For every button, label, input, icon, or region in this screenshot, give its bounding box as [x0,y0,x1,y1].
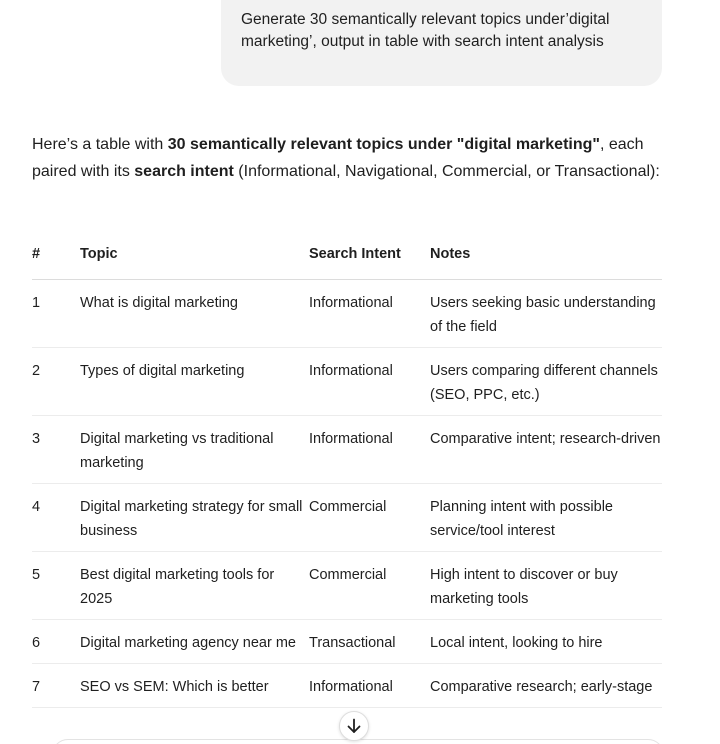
cell-intent: Transactional [309,620,430,664]
cell-notes: Local intent, looking to hire [430,620,662,664]
cell-notes: Users seeking basic understanding of the field [430,280,662,348]
cell-intent: Informational [309,280,430,348]
arrow-down-icon [347,718,361,734]
header-topic: Topic [80,240,309,280]
table-row [32,620,662,664]
header-num: # [32,240,80,280]
cell-intent: Informational [309,348,430,416]
intro-text-3: (Informational, Navigational, Commercial, or Transactional): [233,163,660,180]
cell-intent: Commercial [309,484,430,552]
user-message-text: Generate 30 semantically relevant topics under’digital marketing’, output in table with search intent analysis [241,11,610,50]
intro-text-1: Here’s a table with [32,136,168,153]
table-header-row [32,240,662,280]
cell-num: 1 [32,280,80,348]
cell-topic: Types of digital marketing [80,348,309,416]
cell-topic: SEO vs SEM: Which is better [80,664,309,708]
cell-notes: Comparative research; early-stage [430,664,662,708]
intro-bold-2: search intent [134,163,234,180]
intro-bold-1: 30 semantically relevant topics under "digital marketing" [167,136,600,153]
cell-notes: Planning intent with possible service/tool interest [430,484,662,552]
cell-notes: Users comparing different channels (SEO, PPC, etc.) [430,348,662,416]
cell-intent: Informational [309,416,430,484]
cell-topic: What is digital marketing [80,280,309,348]
cell-num: 3 [32,416,80,484]
cell-num: 7 [32,664,80,708]
table-row [32,280,662,348]
cell-topic: Best digital marketing tools for 2025 [80,552,309,620]
cell-num: 5 [32,552,80,620]
cell-topic: Digital marketing vs traditional marketing [80,416,309,484]
cell-topic: Digital marketing agency near me [80,620,309,664]
cell-num: 2 [32,348,80,416]
table-row [32,552,662,620]
cell-topic: Digital marketing strategy for small business [80,484,309,552]
header-intent: Search Intent [309,240,430,280]
table-row [32,484,662,552]
cell-num: 6 [32,620,80,664]
scroll-to-bottom-button[interactable] [339,711,369,741]
user-message-bubble [221,0,662,86]
header-notes: Notes [430,240,662,280]
table-row [32,416,662,484]
intro-text-2: , each paired with its [32,136,644,180]
cell-notes: High intent to discover or buy marketing tools [430,552,662,620]
cell-intent: Commercial [309,552,430,620]
table-row [32,664,662,708]
cell-num: 4 [32,484,80,552]
assistant-intro [32,131,672,185]
cell-intent: Informational [309,664,430,708]
topics-table [32,240,662,708]
cell-notes: Comparative intent; research-driven [430,416,662,484]
table-row [32,348,662,416]
